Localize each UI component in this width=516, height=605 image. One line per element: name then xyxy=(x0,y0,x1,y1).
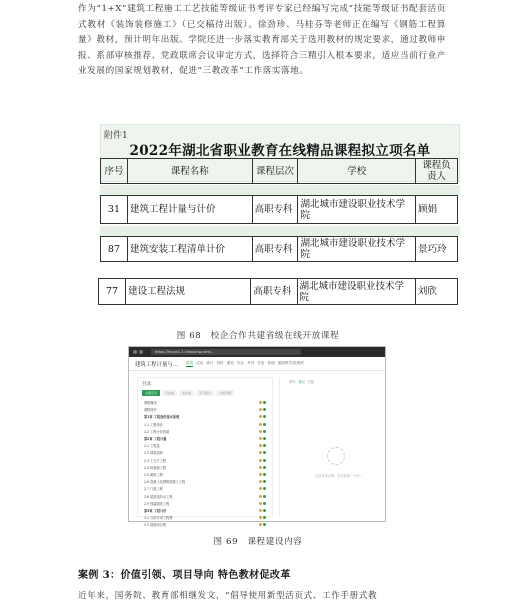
chapter-label: 3.1 分部分项工程费 xyxy=(144,516,173,521)
browser-bar xyxy=(129,347,385,357)
course-nav-item[interactable]: 作业 xyxy=(236,360,245,365)
chapter-item[interactable] xyxy=(144,406,266,413)
status-icon xyxy=(259,495,266,498)
course-nav-item[interactable]: 管理 xyxy=(267,360,275,365)
chapter-list xyxy=(138,399,272,528)
chapter-label: 2.3 土石方工程 xyxy=(144,458,167,463)
chapter-label: 1.2 工程计价依据 xyxy=(144,429,170,434)
case-paragraph: 近年来，国务院、教育部相继发文，“倡导使用新型活页式、工作手册式教 xyxy=(78,591,378,601)
status-icon xyxy=(259,466,266,469)
chapter-item[interactable] xyxy=(144,500,266,507)
notes-tabs xyxy=(289,377,379,386)
chapter-item[interactable] xyxy=(144,457,266,464)
course-title: 建筑工程计量与... xyxy=(135,361,178,368)
chapter-panel xyxy=(137,377,273,528)
status-icon xyxy=(259,415,266,418)
row-owner: 顾娟 xyxy=(416,196,458,224)
table-separator-band xyxy=(100,185,460,195)
course-table-header xyxy=(100,158,458,184)
chapter-item[interactable] xyxy=(144,485,266,492)
table-row xyxy=(98,278,458,305)
course-header xyxy=(129,357,385,371)
chapter-tab[interactable]: 全部章节 xyxy=(142,390,160,396)
header-course-name: 课程名称 xyxy=(127,159,252,184)
panel-divider xyxy=(279,377,280,517)
url-field: https://mooc1-1.chaoxing.com/... xyxy=(151,349,301,355)
chapter-label: 第1章 工程造价基本原理 xyxy=(144,415,180,420)
status-icon xyxy=(259,487,266,490)
chapter-item[interactable] xyxy=(144,421,266,428)
empty-notes-text: 还没有笔记哦，快去新建一个吧~ xyxy=(315,474,363,478)
chapter-item[interactable] xyxy=(144,492,266,499)
chapter-label: 2.2 建筑面积 xyxy=(144,451,163,456)
chapter-item[interactable] xyxy=(144,442,266,449)
course-nav-item[interactable]: 通知 xyxy=(226,360,234,365)
row-course-level: 高职专科 xyxy=(252,237,298,262)
chapter-item[interactable] xyxy=(144,413,266,420)
window-dot-icon xyxy=(139,350,143,354)
row-owner: 景巧玲 xyxy=(416,237,458,262)
chapter-item[interactable] xyxy=(144,449,266,456)
chapter-item[interactable] xyxy=(144,428,266,435)
row-school: 湖北城市建设职业技术学院 xyxy=(297,279,415,305)
row-course-name: 建筑安装工程清单计价 xyxy=(127,237,252,262)
row-course-level: 高职专科 xyxy=(251,279,297,305)
header-school: 学校 xyxy=(298,159,416,184)
chapter-tabs xyxy=(138,390,272,399)
table-row xyxy=(100,236,458,262)
course-nav-item[interactable]: 讨论 xyxy=(257,360,265,365)
chapter-label: 2.1 工程量 xyxy=(144,444,160,449)
table-row xyxy=(100,195,458,224)
figure-caption-68: 图 68 校企合作共建省级在线开放课程 xyxy=(176,331,340,341)
row-course-level: 高职专科 xyxy=(252,196,298,224)
chapter-item[interactable] xyxy=(144,507,266,514)
empty-state-icon xyxy=(327,447,345,465)
course-nav-item[interactable]: 活动 xyxy=(196,360,204,365)
catalog-heading: 目录 xyxy=(142,382,151,387)
status-icon xyxy=(259,509,266,512)
case-heading: 案例 3：价值引领、项目导向 特色教材促改革 xyxy=(78,570,291,581)
chapter-label: 2.9 保温隔热工程 xyxy=(144,501,170,506)
chapter-item[interactable] xyxy=(144,514,266,521)
status-icon xyxy=(259,401,266,404)
course-nav-item[interactable]: 统计 xyxy=(206,360,214,365)
row-course-name: 建设工程法规 xyxy=(126,279,251,305)
chapter-tab[interactable]: 学习统计 xyxy=(196,390,214,396)
row-school: 湖北城市建设职业技术学院 xyxy=(298,237,416,262)
chapter-label: 第2章 工程计量 xyxy=(144,437,167,442)
status-icon xyxy=(259,473,266,476)
chapter-label: 2.4 桩基础工程 xyxy=(144,465,167,470)
course-nav-item[interactable]: 资料 xyxy=(216,360,224,365)
attachment-label: 附件1 xyxy=(104,131,128,141)
course-nav-item[interactable]: 首页 xyxy=(185,360,194,365)
chapter-label: 1.1 工程造价 xyxy=(144,422,163,427)
chapter-label: 2.8 屋面及防水工程 xyxy=(144,494,173,499)
status-icon xyxy=(259,502,266,505)
status-icon xyxy=(259,430,266,433)
figure-caption-69: 图 69 课程建设内容 xyxy=(213,537,303,547)
course-nav-item[interactable]: 考试 xyxy=(247,360,255,365)
header-index: 序号 xyxy=(101,159,128,184)
row-index: 31 xyxy=(101,196,128,224)
course-platform-screenshot xyxy=(128,346,386,528)
chapter-tab[interactable]: 关闭设置 xyxy=(216,390,234,396)
status-icon xyxy=(259,480,266,483)
chapter-item[interactable] xyxy=(144,399,266,406)
intro-paragraph: 作为“1+X”建筑工程施工工艺技能等级证书考评专家已经编写完成“技能等级证书配套活页式教材《装饰装修施工》（已交稿待出版）。徐劲珍、马桂芬等老师正在编写《钢筋工程算量》教材，预计明年出版。学院还进一步落实教育部关于选用教材的规定要求，通过教师申报、系部审核推荐、党政联席会议审定方式，选择符合三精引入根本要求，适应当前行业产业发展的国家规划教材，促进“三教改革”工作落实落地。 xyxy=(78,4,446,77)
chapter-item[interactable] xyxy=(144,471,266,478)
table-gap xyxy=(100,262,460,276)
status-icon xyxy=(259,408,266,411)
notes-tab[interactable]: 章节 xyxy=(289,380,296,384)
chapter-label: 课程概述 xyxy=(144,401,157,406)
status-icon xyxy=(259,444,266,447)
table-separator-band xyxy=(100,226,460,236)
status-icon xyxy=(259,523,266,526)
notes-panel xyxy=(289,377,379,517)
row-index: 87 xyxy=(101,237,128,262)
status-icon xyxy=(259,451,266,454)
row-school: 湖北城市建设职业技术学院 xyxy=(298,196,416,224)
notes-tab[interactable]: 讨论 xyxy=(307,380,315,384)
chapter-tab[interactable]: 已完成 xyxy=(162,390,177,396)
notes-tab[interactable]: 笔记 xyxy=(298,380,305,384)
chapter-label: 3.2 措施项目费 xyxy=(144,523,167,528)
chapter-label: 课程简介 xyxy=(144,408,157,413)
status-icon xyxy=(259,423,266,426)
window-dot-icon xyxy=(133,350,137,354)
row-index: 77 xyxy=(99,279,126,305)
attachment-title: 2022年湖北省职业教育在线精品课程拟立项名单 xyxy=(129,143,431,159)
row-owner: 刘欣 xyxy=(415,279,457,305)
chapter-item[interactable] xyxy=(144,464,266,471)
status-icon xyxy=(259,437,266,440)
chapter-item[interactable] xyxy=(144,435,266,442)
chapter-item[interactable] xyxy=(144,521,266,528)
chapter-label: 2.6 混凝土及钢筋混凝土工程 xyxy=(144,480,186,485)
course-nav xyxy=(186,361,304,367)
row-course-name: 建筑工程计量与计价 xyxy=(127,196,252,224)
chapter-label: 第3章 工程计价 xyxy=(144,508,167,513)
status-icon xyxy=(259,516,266,519)
header-course-level: 课程层次 xyxy=(252,159,298,184)
status-icon xyxy=(259,459,266,462)
chapter-label: 2.7 门窗工程 xyxy=(144,487,163,492)
chapter-item[interactable] xyxy=(144,478,266,485)
chapter-tab[interactable]: 未完成 xyxy=(179,390,194,396)
chapter-label: 2.5 砌筑工程 xyxy=(144,472,163,477)
header-owner: 课程负责人 xyxy=(416,159,458,184)
course-nav-item[interactable]: 图谱教学/资源库 xyxy=(277,360,304,365)
